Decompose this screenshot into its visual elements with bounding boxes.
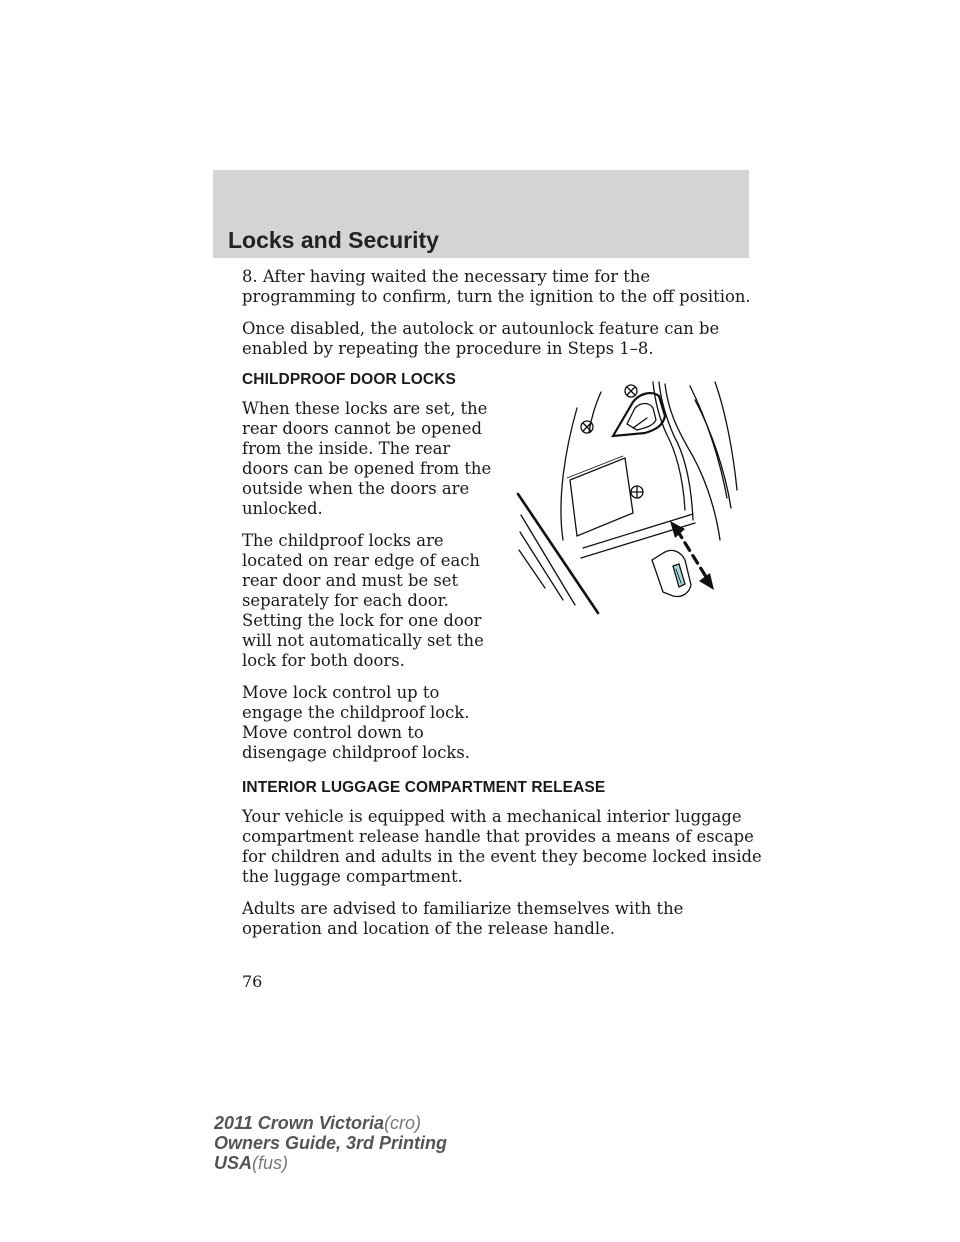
section-header-band (213, 170, 749, 258)
footer-market: USA (214, 1153, 253, 1173)
luggage-release-paragraph-2: Adults are advised to familiarize themselves with the operation and location of the release handle. (242, 899, 684, 938)
document-footer (214, 1113, 447, 1173)
footer-line-3 (214, 1153, 447, 1173)
childproof-paragraph-1: When these locks are set, the rear doors cannot be opened from the inside. The rear doors can be opened from the outside when the doors are unlocked. (242, 399, 492, 518)
childproof-paragraph-3: Move lock control up to engage the childproof lock. Move control down to disengage childproof locks. (242, 683, 470, 762)
childproof-heading: CHILDPROOF DOOR LOCKS (242, 371, 456, 388)
footer-model: 2011 Crown Victoria (214, 1113, 385, 1133)
footer-model-code: (cro) (384, 1113, 422, 1133)
footer-market-code: (fus) (252, 1153, 289, 1173)
page-number: 76 (242, 972, 263, 991)
step-8-paragraph: 8. After having waited the necessary time for the programming to confirm, turn the ignition to the off position. (242, 267, 751, 306)
footer-line-1 (214, 1113, 447, 1133)
luggage-release-paragraph-1: Your vehicle is equipped with a mechanical interior luggage compartment release handle that provides a means of escape for children and adults in the event they become locked inside the luggage compartment. (242, 807, 762, 886)
section-title: Locks and Security (228, 227, 439, 253)
luggage-release-heading: INTERIOR LUGGAGE COMPARTMENT RELEASE (242, 779, 606, 796)
footer-line-2: Owners Guide, 3rd Printing (214, 1133, 448, 1153)
disabled-note-paragraph: Once disabled, the autolock or autounlock feature can be enabled by repeating the procedure in Steps 1–8. (242, 319, 720, 358)
childproof-lock-illustration (515, 380, 745, 620)
childproof-paragraph-2: The childproof locks are located on rear edge of each rear door and must be set separately for each door. Setting the lock for one door will not automatically set the lock for both doors. (242, 531, 484, 670)
